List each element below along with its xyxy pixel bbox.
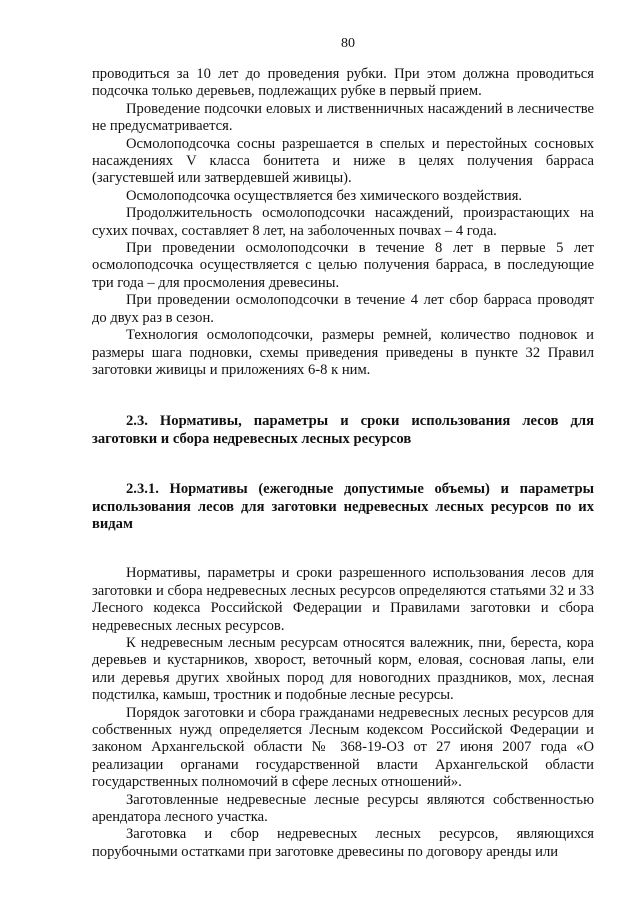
bottom-text-block	[92, 565, 594, 861]
paragraph: При проведении осмолоподсочки в течение 8 лет в первые 5 лет осмолоподсочка осуществляется с целью получения барраса, в последующие три года – для просмоления древесины.	[92, 240, 594, 291]
paragraph: проводиться за 10 лет до проведения рубки. При этом должна проводиться подсочка только деревьев, подлежащих рубке в первый прием.	[92, 66, 594, 100]
paragraph: К недревесным лесным ресурсам относятся валежник, пни, береста, кора деревьев и кустарников, хворост, веточный корм, еловая, сосновая лапы, ели или деревья других хвойных пород для новогодних праздников, мох, лесная подстилка, камыш, тростник и подобные лесные ресурсы.	[92, 634, 594, 704]
section-heading-2-3-1: 2.3.1. Нормативы (ежегодные допустимые объемы) и параметры использования лесов для заготовки недревесных лесных ресурсов по их видам	[92, 481, 594, 532]
paragraph: Продолжительность осмолоподсочки насаждений, произрастающих на сухих почвах, составляет 8 лет, на заболоченных почвах – 4 года.	[92, 205, 594, 239]
paragraph: Нормативы, параметры и сроки разрешенного использования лесов для заготовки и сбора недревесных лесных ресурсов определяются статьями 32 и 33 Лесного кодекса Российской Федерации и Правилами заготовки и сбора недревесных лесных ресурсов.	[92, 565, 594, 634]
section-heading-2-3: 2.3. Нормативы, параметры и сроки использования лесов для заготовки и сбора недревесных лесных ресурсов	[92, 413, 594, 447]
paragraph: Осмолоподсочка сосны разрешается в спелых и перестойных сосновых насаждениях V класса бонитета и ниже в целях получения барраса (загустевшей или затвердевшей живицы).	[92, 135, 594, 187]
paragraph: При проведении осмолоподсочки в течение 4 лет сбор барраса проводят до двух раз в сезон.	[92, 292, 594, 326]
paragraph: Проведение подсочки еловых и лиственничных насаждений в лесничестве не предусматривается.	[92, 100, 594, 135]
paragraph: Технология осмолоподсочки, размеры ремней, количество подновок и размеры шага подновки, схемы приведения приведены в пункте 32 Правил заготовки живицы и приложениях 6-8 к ним.	[92, 327, 594, 378]
paragraph: Заготовленные недревесные лесные ресурсы являются собственностью арендатора лесного участка.	[92, 791, 594, 826]
page-number: 80	[341, 36, 355, 51]
paragraph: Осмолоподсочка осуществляется без химического воздействия.	[126, 187, 523, 204]
paragraph: Заготовка и сбор недревесных лесных ресурсов, являющихся порубочными остатками при заготовке древесины по договору аренды или	[92, 826, 594, 860]
top-text-block	[92, 66, 594, 379]
paragraph: Порядок заготовки и сбора гражданами недревесных лесных ресурсов для собственных нужд определяется Лесным кодексом Российской Федерации и законом Архангельской области № 368-19-ОЗ от 27 июня 2007 года «О реализации органами государственной власти Архангельской области государственных полномочий в сфере лесных отношений».	[92, 704, 594, 791]
